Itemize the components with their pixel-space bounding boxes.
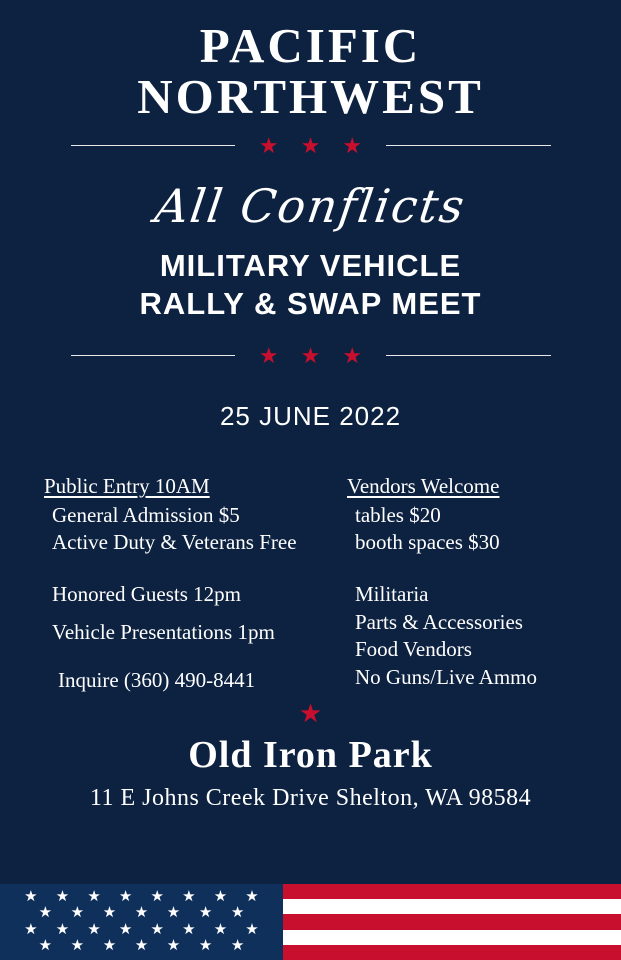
poster-title-line-1: PACIFIC [199,18,422,73]
flag-star-row [0,890,283,905]
divider-rule-right [386,355,550,356]
star-icon: ★ [182,921,196,938]
star-icon: ★ [102,905,117,922]
poster-title-line-2: NORTHWEST [137,69,484,125]
star-icon: ★ [70,938,85,955]
star-icon: ★ [300,342,321,368]
star-icon: ★ [213,888,228,905]
star-icon: ★ [342,132,363,158]
flag-stripes [283,884,621,960]
event-date: 25 JUNE 2022 [219,400,402,431]
vendors-heading: Vendors Welcome [347,473,500,498]
vehicle-presentations-line: Vehicle Presentations 1pm [52,619,275,644]
inquire-phone[interactable]: Inquire (360) 490-8441 [58,668,256,693]
star-icon: ★ [70,905,85,922]
category-parts: Parts & Accessories [355,609,523,634]
divider-stars [245,132,376,158]
vendor-categories [347,581,583,692]
flag-canton [0,884,283,960]
divider-rule-right [386,145,550,146]
star-icon: ★ [198,905,213,922]
schedule-block [44,581,339,646]
admission-line: General Admission $5 [52,502,240,527]
venue-address: 11 E Johns Creek Drive Shelton, WA 98584 [89,785,532,812]
divider-stars [245,342,376,368]
star-icon: ★ [134,938,149,955]
flag-stripe [283,930,621,945]
star-icon: ★ [300,132,321,158]
star-icon: ★ [55,921,70,938]
divider-rule-left [71,145,235,146]
star-icon: ★ [198,938,213,955]
category-food: Food Vendors [355,637,472,662]
star-icon: ★ [102,938,117,955]
star-icon: ★ [213,921,228,938]
star-icon: ★ [38,938,53,955]
honored-guests-line: Honored Guests 12pm [52,581,241,606]
category-militaria: Militaria [355,581,429,606]
details-column-left [44,474,339,694]
star-icon: ★ [230,938,245,955]
star-divider-bottom [71,342,551,368]
flag-stripe [283,945,621,960]
star-icon: ★ [24,888,38,905]
star-icon: ★ [166,905,181,922]
star-icon: ★ [258,132,279,158]
flag-stripe [283,914,621,929]
veterans-line: Active Duty & Veterans Free [52,530,297,555]
flag-star-row [0,923,283,938]
star-icon: ★ [245,921,259,938]
venue-name: Old Iron Park [188,734,433,777]
star-icon: ★ [55,888,70,905]
flag-star-row [0,939,283,954]
star-divider-top [71,132,551,158]
star-icon: ★ [24,921,38,938]
star-icon: ★ [134,905,149,922]
star-icon: ★ [230,905,245,922]
tables-price-line: tables $20 [355,502,441,527]
star-icon: ★ [150,921,164,938]
star-icon: ★ [245,888,259,905]
star-icon: ★ [182,888,196,905]
subtitle-line-2: RALLY & SWAP MEET [139,285,482,321]
booth-price-line: booth spaces $30 [355,530,500,555]
star-icon: ★ [38,905,53,922]
flag-stripe [283,899,621,914]
star-icon: ★ [150,888,164,905]
divider-rule-left [71,355,235,356]
star-icon: ★ [258,342,279,368]
star-icon: ★ [87,888,101,905]
category-no-guns: No Guns/Live Ammo [355,665,537,690]
flag-footer [0,884,621,960]
center-star-divider [0,701,621,727]
script-headline: All Conflicts [151,178,470,233]
flag-star-row [0,906,283,921]
star-icon: ★ [342,342,363,368]
title-block [0,0,621,123]
public-entry-heading: Public Entry 10AM [44,473,210,498]
star-icon: ★ [118,888,133,905]
details-section [0,474,621,694]
star-icon: ★ [298,699,323,729]
star-icon: ★ [118,921,133,938]
details-column-right [339,474,583,694]
star-icon: ★ [166,938,181,955]
flag-stripe [283,884,621,899]
subtitle-line-1: MILITARY VEHICLE [159,247,462,283]
star-icon: ★ [87,921,101,938]
subtitle-block [0,247,621,323]
